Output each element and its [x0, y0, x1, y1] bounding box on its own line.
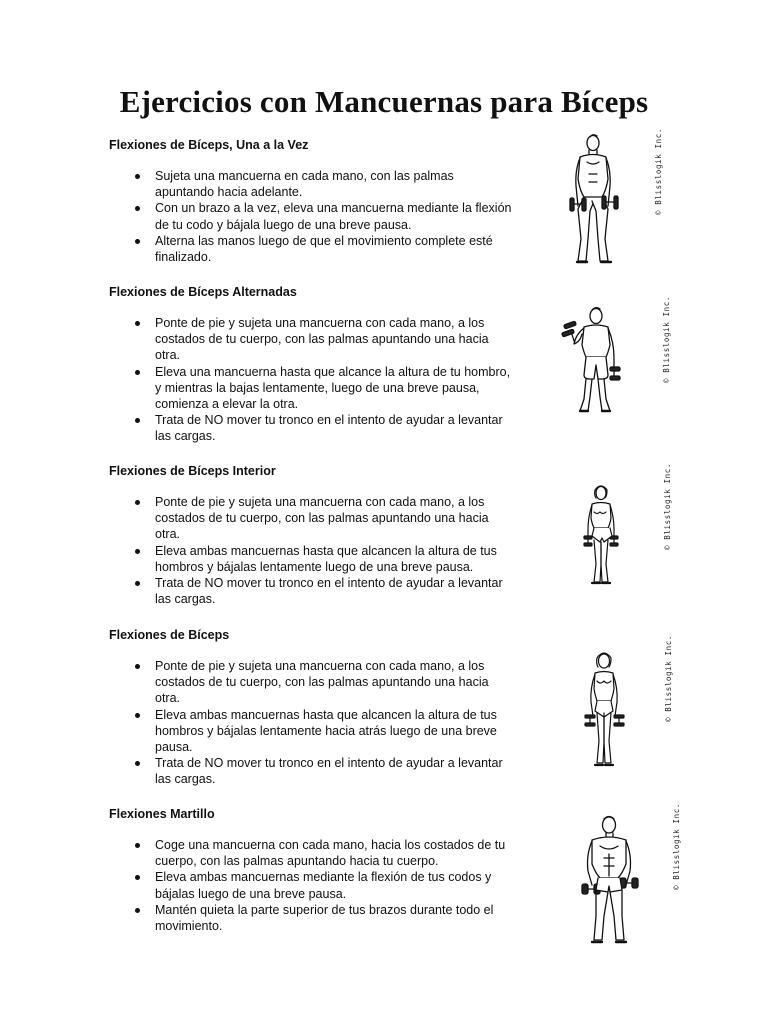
woman-dumbbell-curl-icon: [582, 651, 628, 773]
page-title: Ejercicios con Mancuernas para Bíceps: [119, 84, 649, 119]
exercise-heading: Flexiones de Bíceps: [109, 628, 230, 642]
exercise-section: [109, 627, 529, 788]
man-hammer-curl-icon: [578, 814, 642, 950]
list-item: Trata de NO mover tu tronco en el intento de ayudar a levantar las cargas.: [109, 575, 515, 607]
man-dumbbell-curl-icon: [562, 132, 628, 270]
list-item: Eleva ambas mancuernas hasta que alcancen la altura de tus hombros y bájalas lentamente luego de una breve pausa.: [109, 543, 515, 575]
man-alternate-curl-icon: [558, 305, 630, 417]
copyright-note: © Blisslogik Inc.: [654, 128, 663, 215]
list-item: Eleva ambas mancuernas hasta que alcancen la altura de tus hombros y bájalas lentamente hacia atrás luego de una breve pausa.: [109, 707, 515, 756]
exercise-steps: [109, 837, 529, 934]
list-item: Ponte de pie y sujeta una mancuerna con cada mano, a los costados de tu cuerpo, con las palmas apuntando una hacia otra.: [109, 658, 515, 707]
list-item: Coge una mancuerna con cada mano, hacia los costados de tu cuerpo, con las palmas apuntando hacia tu cuerpo.: [109, 837, 515, 869]
list-item: Ponte de pie y sujeta una mancuerna con cada mano, a los costados de tu cuerpo, con las palmas apuntando una hacia otra.: [109, 494, 515, 543]
exercise-steps: [109, 494, 529, 607]
exercise-section: [109, 463, 529, 607]
exercise-heading: Flexiones de Bíceps, Una a la Vez: [109, 138, 309, 152]
list-item: Ponte de pie y sujeta una mancuerna con cada mano, a los costados de tu cuerpo, con las palmas apuntando una hacia otra.: [109, 315, 515, 364]
list-item: Mantén quieta la parte superior de tus brazos durante todo el movimiento.: [109, 902, 515, 934]
list-item: Trata de NO mover tu tronco en el intento de ayudar a levantar las cargas.: [109, 755, 515, 787]
list-item: Alterna las manos luego de que el movimiento complete esté finalizado.: [109, 233, 515, 265]
exercise-steps: [109, 658, 529, 788]
exercise-section: [109, 806, 529, 934]
exercise-section: [109, 137, 529, 265]
copyright-note: © Blisslogik Inc.: [663, 463, 672, 550]
list-item: Con un brazo a la vez, eleva una mancuerna mediante la flexión de tu codo y bájala luego de una breve pausa.: [109, 200, 515, 232]
list-item: Trata de NO mover tu tronco en el intento de ayudar a levantar las cargas.: [109, 412, 515, 444]
woman-dumbbell-standing-icon: [580, 484, 624, 590]
list-item: Eleva ambas mancuernas mediante la flexión de tus codos y bájalas luego de una breve pausa.: [109, 869, 515, 901]
list-item: Eleva una mancuerna hasta que alcance la altura de tu hombro, y mientras la bajas lentamente, luego de una breve pausa, comienza a elevar la otra.: [109, 364, 515, 413]
copyright-note: © Blisslogik Inc.: [662, 296, 671, 383]
exercise-section: [109, 284, 529, 445]
exercise-heading: Flexiones de Bíceps Interior: [109, 464, 276, 478]
copyright-note: © Blisslogik Inc.: [664, 635, 673, 722]
exercise-steps: [109, 168, 529, 265]
exercise-heading: Flexiones Martillo: [109, 807, 215, 821]
list-item: Sujeta una mancuerna en cada mano, con las palmas apuntando hacia adelante.: [109, 168, 515, 200]
exercise-heading: Flexiones de Bíceps Alternadas: [109, 285, 297, 299]
copyright-note: © Blisslogik Inc.: [672, 803, 681, 890]
exercise-steps: [109, 315, 529, 445]
